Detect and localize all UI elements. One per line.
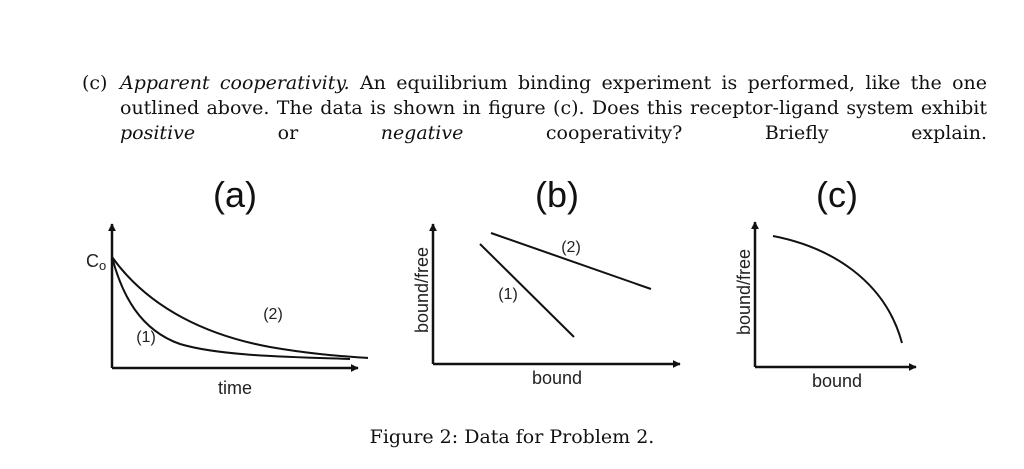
panel-b-title: (b) bbox=[535, 174, 579, 215]
panel-a bbox=[86, 174, 368, 398]
positive-term: positive bbox=[120, 122, 196, 144]
panel-b-ylabel: bound/free bbox=[412, 246, 432, 334]
panel-b-line-2-label: (2) bbox=[561, 239, 581, 256]
panel-c bbox=[734, 174, 916, 391]
panel-c-xlabel: bound bbox=[811, 371, 863, 391]
panel-c-curve bbox=[773, 236, 902, 343]
panel-a-title: (a) bbox=[213, 174, 257, 215]
panel-c-ylabel: bound/free bbox=[734, 248, 754, 336]
problem-title: Apparent cooperativity. bbox=[120, 72, 350, 94]
problem-text-2: or bbox=[195, 122, 381, 144]
panel-b-xlabel: bound bbox=[531, 368, 583, 388]
problem-text-3: cooperativity? Briefly explain. bbox=[463, 122, 988, 144]
panel-a-xlabel: time bbox=[217, 378, 253, 398]
panel-b bbox=[412, 174, 680, 388]
panel-a-ylabel: Co bbox=[86, 251, 107, 273]
problem-text-1: An equilibrium binding experiment is performed, like the one outlined above. The data is shown in figure (c). Does this receptor-ligand system exhibit bbox=[120, 72, 987, 119]
problem-label: (c) bbox=[82, 72, 108, 94]
negative-term: negative bbox=[380, 122, 464, 144]
panel-a-curve-2-label: (2) bbox=[263, 306, 283, 323]
panel-a-curve-1-label: (1) bbox=[136, 329, 156, 346]
panel-c-title: (c) bbox=[816, 174, 858, 215]
panel-b-line-1-label: (1) bbox=[498, 286, 518, 303]
figure-caption: Figure 2: Data for Problem 2. bbox=[369, 426, 655, 448]
